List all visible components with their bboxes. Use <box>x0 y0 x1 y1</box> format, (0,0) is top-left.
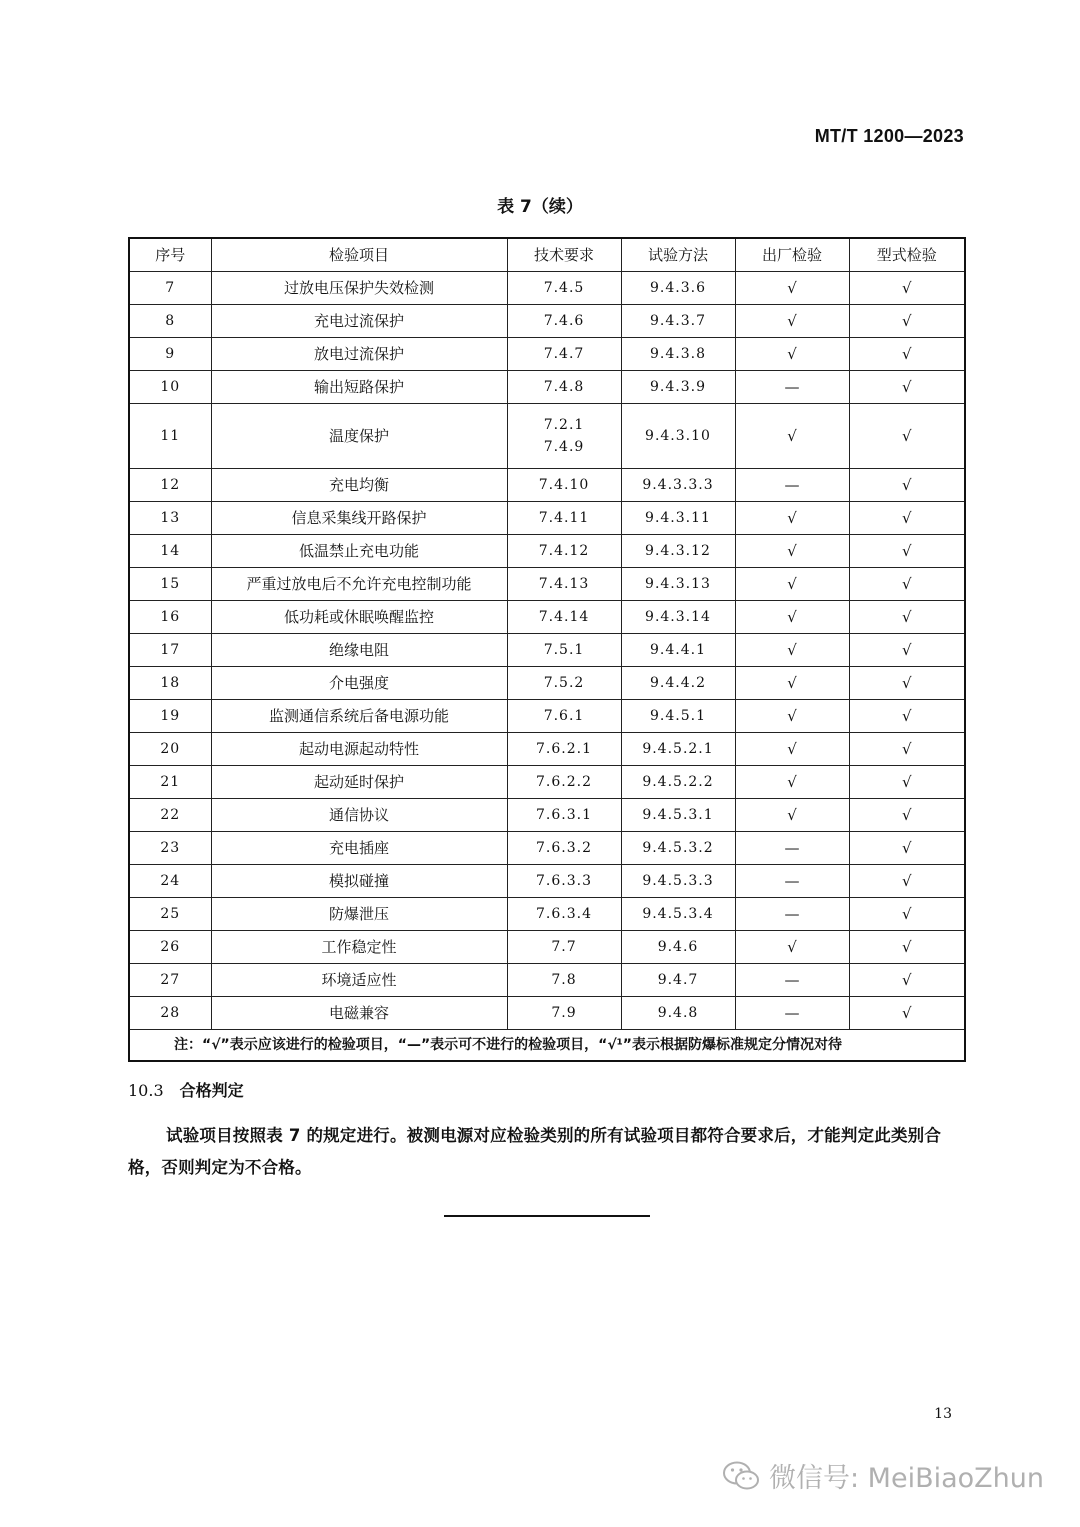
type-inspection-mark: √ <box>849 305 965 338</box>
test-method: 9.4.5.2.2 <box>621 766 735 799</box>
column-header: 检验项目 <box>211 238 507 272</box>
technical-requirement: 7.4.7 <box>507 338 621 371</box>
inspection-item: 通信协议 <box>211 799 507 832</box>
table-note: 注：“√”表示应该进行的检验项目，“—”表示可不进行的检验项目，“√¹”表示根据防爆标准规定分情况对待 <box>129 1030 965 1062</box>
technical-requirement: 7.7 <box>507 931 621 964</box>
row-number: 14 <box>129 535 211 568</box>
type-inspection-mark: √ <box>849 898 965 931</box>
table-row <box>129 272 965 305</box>
test-method: 9.4.8 <box>621 997 735 1030</box>
table-row <box>129 865 965 898</box>
factory-inspection-mark: √ <box>735 799 849 832</box>
type-inspection-mark: √ <box>849 997 965 1030</box>
test-method: 9.4.3.14 <box>621 601 735 634</box>
inspection-item: 温度保护 <box>211 404 507 469</box>
factory-inspection-mark: √ <box>735 931 849 964</box>
test-method: 9.4.3.9 <box>621 371 735 404</box>
column-header: 出厂检验 <box>735 238 849 272</box>
section-heading <box>128 1078 244 1101</box>
type-inspection-mark: √ <box>849 272 965 305</box>
factory-inspection-mark: √ <box>735 667 849 700</box>
technical-requirement <box>507 404 621 469</box>
table-row <box>129 997 965 1030</box>
test-method: 9.4.3.10 <box>621 404 735 469</box>
table-row <box>129 404 965 469</box>
column-header: 序号 <box>129 238 211 272</box>
test-method: 9.4.3.12 <box>621 535 735 568</box>
row-number: 26 <box>129 931 211 964</box>
factory-inspection-mark: √ <box>735 502 849 535</box>
inspection-item: 起动延时保护 <box>211 766 507 799</box>
page-number: 13 <box>934 1406 952 1422</box>
table-row <box>129 667 965 700</box>
factory-inspection-mark: — <box>735 469 849 502</box>
inspection-item: 监测通信系统后备电源功能 <box>211 700 507 733</box>
factory-inspection-mark: √ <box>735 535 849 568</box>
type-inspection-mark: √ <box>849 667 965 700</box>
row-number: 27 <box>129 964 211 997</box>
factory-inspection-mark: — <box>735 832 849 865</box>
section-title: 合格判定 <box>179 1081 244 1100</box>
technical-requirement: 7.4.12 <box>507 535 621 568</box>
technical-requirement: 7.6.1 <box>507 700 621 733</box>
row-number: 13 <box>129 502 211 535</box>
wechat-icon <box>721 1459 761 1493</box>
test-method: 9.4.3.3.3 <box>621 469 735 502</box>
type-inspection-mark: √ <box>849 964 965 997</box>
test-method: 9.4.3.8 <box>621 338 735 371</box>
inspection-item: 低功耗或休眠唤醒监控 <box>211 601 507 634</box>
type-inspection-mark: √ <box>849 568 965 601</box>
table-header-row <box>129 238 965 272</box>
row-number: 10 <box>129 371 211 404</box>
test-method: 9.4.4.2 <box>621 667 735 700</box>
test-method: 9.4.3.7 <box>621 305 735 338</box>
test-method: 9.4.5.3.4 <box>621 898 735 931</box>
table-row <box>129 964 965 997</box>
type-inspection-mark: √ <box>849 338 965 371</box>
inspection-item: 模拟碰撞 <box>211 865 507 898</box>
column-header: 型式检验 <box>849 238 965 272</box>
inspection-item: 充电插座 <box>211 832 507 865</box>
section-number: 10.3 <box>128 1081 164 1100</box>
inspection-item: 过放电压保护失效检测 <box>211 272 507 305</box>
table-row <box>129 568 965 601</box>
table-row <box>129 305 965 338</box>
watermark-text: 微信号: MeiBiaoZhun <box>768 1463 1044 1494</box>
factory-inspection-mark: √ <box>735 700 849 733</box>
test-method: 9.4.5.2.1 <box>621 733 735 766</box>
row-number: 11 <box>129 404 211 469</box>
inspection-item: 低温禁止充电功能 <box>211 535 507 568</box>
technical-requirement: 7.4.13 <box>507 568 621 601</box>
table-row <box>129 371 965 404</box>
inspection-item: 防爆泄压 <box>211 898 507 931</box>
type-inspection-mark: √ <box>849 733 965 766</box>
factory-inspection-mark: √ <box>735 601 849 634</box>
type-inspection-mark: √ <box>849 404 965 469</box>
inspection-item: 绝缘电阻 <box>211 634 507 667</box>
test-method: 9.4.6 <box>621 931 735 964</box>
requirement-line: 7.2.1 <box>543 417 585 433</box>
standard-code: MT/T 1200—2023 <box>814 126 964 146</box>
inspection-item: 工作稳定性 <box>211 931 507 964</box>
technical-requirement: 7.6.3.4 <box>507 898 621 931</box>
row-number: 23 <box>129 832 211 865</box>
table-row <box>129 766 965 799</box>
end-rule <box>444 1215 650 1217</box>
factory-inspection-mark: √ <box>735 404 849 469</box>
technical-requirement: 7.6.2.2 <box>507 766 621 799</box>
row-number: 22 <box>129 799 211 832</box>
row-number: 18 <box>129 667 211 700</box>
type-inspection-mark: √ <box>849 931 965 964</box>
section-paragraph: 试验项目按照表 7 的规定进行。被测电源对应检验类别的所有试验项目都符合要求后，才能判定此类别合格，否则判定为不合格。 <box>128 1126 942 1177</box>
type-inspection-mark: √ <box>849 535 965 568</box>
test-method: 9.4.4.1 <box>621 634 735 667</box>
factory-inspection-mark: — <box>735 964 849 997</box>
type-inspection-mark: √ <box>849 469 965 502</box>
inspection-item: 信息采集线开路保护 <box>211 502 507 535</box>
inspection-item: 充电均衡 <box>211 469 507 502</box>
table-row <box>129 469 965 502</box>
row-number: 9 <box>129 338 211 371</box>
type-inspection-mark: √ <box>849 832 965 865</box>
row-number: 28 <box>129 997 211 1030</box>
requirement-line: 7.4.9 <box>543 439 585 455</box>
technical-requirement: 7.5.1 <box>507 634 621 667</box>
technical-requirement: 7.9 <box>507 997 621 1030</box>
factory-inspection-mark: √ <box>735 766 849 799</box>
table-row <box>129 931 965 964</box>
test-method: 9.4.3.13 <box>621 568 735 601</box>
technical-requirement: 7.6.3.3 <box>507 865 621 898</box>
test-method: 9.4.3.11 <box>621 502 735 535</box>
column-header: 技术要求 <box>507 238 621 272</box>
row-number: 17 <box>129 634 211 667</box>
type-inspection-mark: √ <box>849 634 965 667</box>
row-number: 15 <box>129 568 211 601</box>
factory-inspection-mark: √ <box>735 305 849 338</box>
inspection-item: 输出短路保护 <box>211 371 507 404</box>
inspection-item: 环境适应性 <box>211 964 507 997</box>
table-row <box>129 535 965 568</box>
inspection-item: 电磁兼容 <box>211 997 507 1030</box>
row-number: 19 <box>129 700 211 733</box>
technical-requirement: 7.6.2.1 <box>507 733 621 766</box>
test-method: 9.4.7 <box>621 964 735 997</box>
table-row <box>129 832 965 865</box>
row-number: 8 <box>129 305 211 338</box>
technical-requirement: 7.4.10 <box>507 469 621 502</box>
watermark <box>721 1456 1044 1495</box>
factory-inspection-mark: — <box>735 997 849 1030</box>
technical-requirement: 7.6.3.2 <box>507 832 621 865</box>
technical-requirement: 7.5.2 <box>507 667 621 700</box>
type-inspection-mark: √ <box>849 766 965 799</box>
type-inspection-mark: √ <box>849 502 965 535</box>
table-row <box>129 601 965 634</box>
test-method: 9.4.5.1 <box>621 700 735 733</box>
inspection-item: 介电强度 <box>211 667 507 700</box>
table-row <box>129 733 965 766</box>
inspection-table <box>128 237 966 1062</box>
technical-requirement: 7.4.14 <box>507 601 621 634</box>
row-number: 24 <box>129 865 211 898</box>
inspection-item: 严重过放电后不允许充电控制功能 <box>211 568 507 601</box>
factory-inspection-mark: — <box>735 898 849 931</box>
table-row <box>129 700 965 733</box>
table-row <box>129 634 965 667</box>
factory-inspection-mark: √ <box>735 634 849 667</box>
type-inspection-mark: √ <box>849 799 965 832</box>
factory-inspection-mark: — <box>735 865 849 898</box>
table-note-row <box>129 1030 965 1062</box>
test-method: 9.4.5.3.2 <box>621 832 735 865</box>
table-title: 表 7（续） <box>497 197 583 217</box>
test-method: 9.4.3.6 <box>621 272 735 305</box>
row-number: 25 <box>129 898 211 931</box>
type-inspection-mark: √ <box>849 700 965 733</box>
technical-requirement: 7.8 <box>507 964 621 997</box>
inspection-item: 充电过流保护 <box>211 305 507 338</box>
column-header: 试验方法 <box>621 238 735 272</box>
technical-requirement: 7.4.8 <box>507 371 621 404</box>
row-number: 21 <box>129 766 211 799</box>
type-inspection-mark: √ <box>849 371 965 404</box>
technical-requirement: 7.4.5 <box>507 272 621 305</box>
table-row <box>129 502 965 535</box>
technical-requirement: 7.6.3.1 <box>507 799 621 832</box>
inspection-item: 放电过流保护 <box>211 338 507 371</box>
row-number: 12 <box>129 469 211 502</box>
table-row <box>129 799 965 832</box>
factory-inspection-mark: √ <box>735 338 849 371</box>
table-row <box>129 338 965 371</box>
factory-inspection-mark: √ <box>735 568 849 601</box>
inspection-item: 起动电源起动特性 <box>211 733 507 766</box>
row-number: 7 <box>129 272 211 305</box>
test-method: 9.4.5.3.3 <box>621 865 735 898</box>
factory-inspection-mark: √ <box>735 733 849 766</box>
table-row <box>129 898 965 931</box>
type-inspection-mark: √ <box>849 865 965 898</box>
row-number: 16 <box>129 601 211 634</box>
type-inspection-mark: √ <box>849 601 965 634</box>
technical-requirement: 7.4.6 <box>507 305 621 338</box>
technical-requirement: 7.4.11 <box>507 502 621 535</box>
row-number: 20 <box>129 733 211 766</box>
factory-inspection-mark: √ <box>735 272 849 305</box>
factory-inspection-mark: — <box>735 371 849 404</box>
test-method: 9.4.5.3.1 <box>621 799 735 832</box>
